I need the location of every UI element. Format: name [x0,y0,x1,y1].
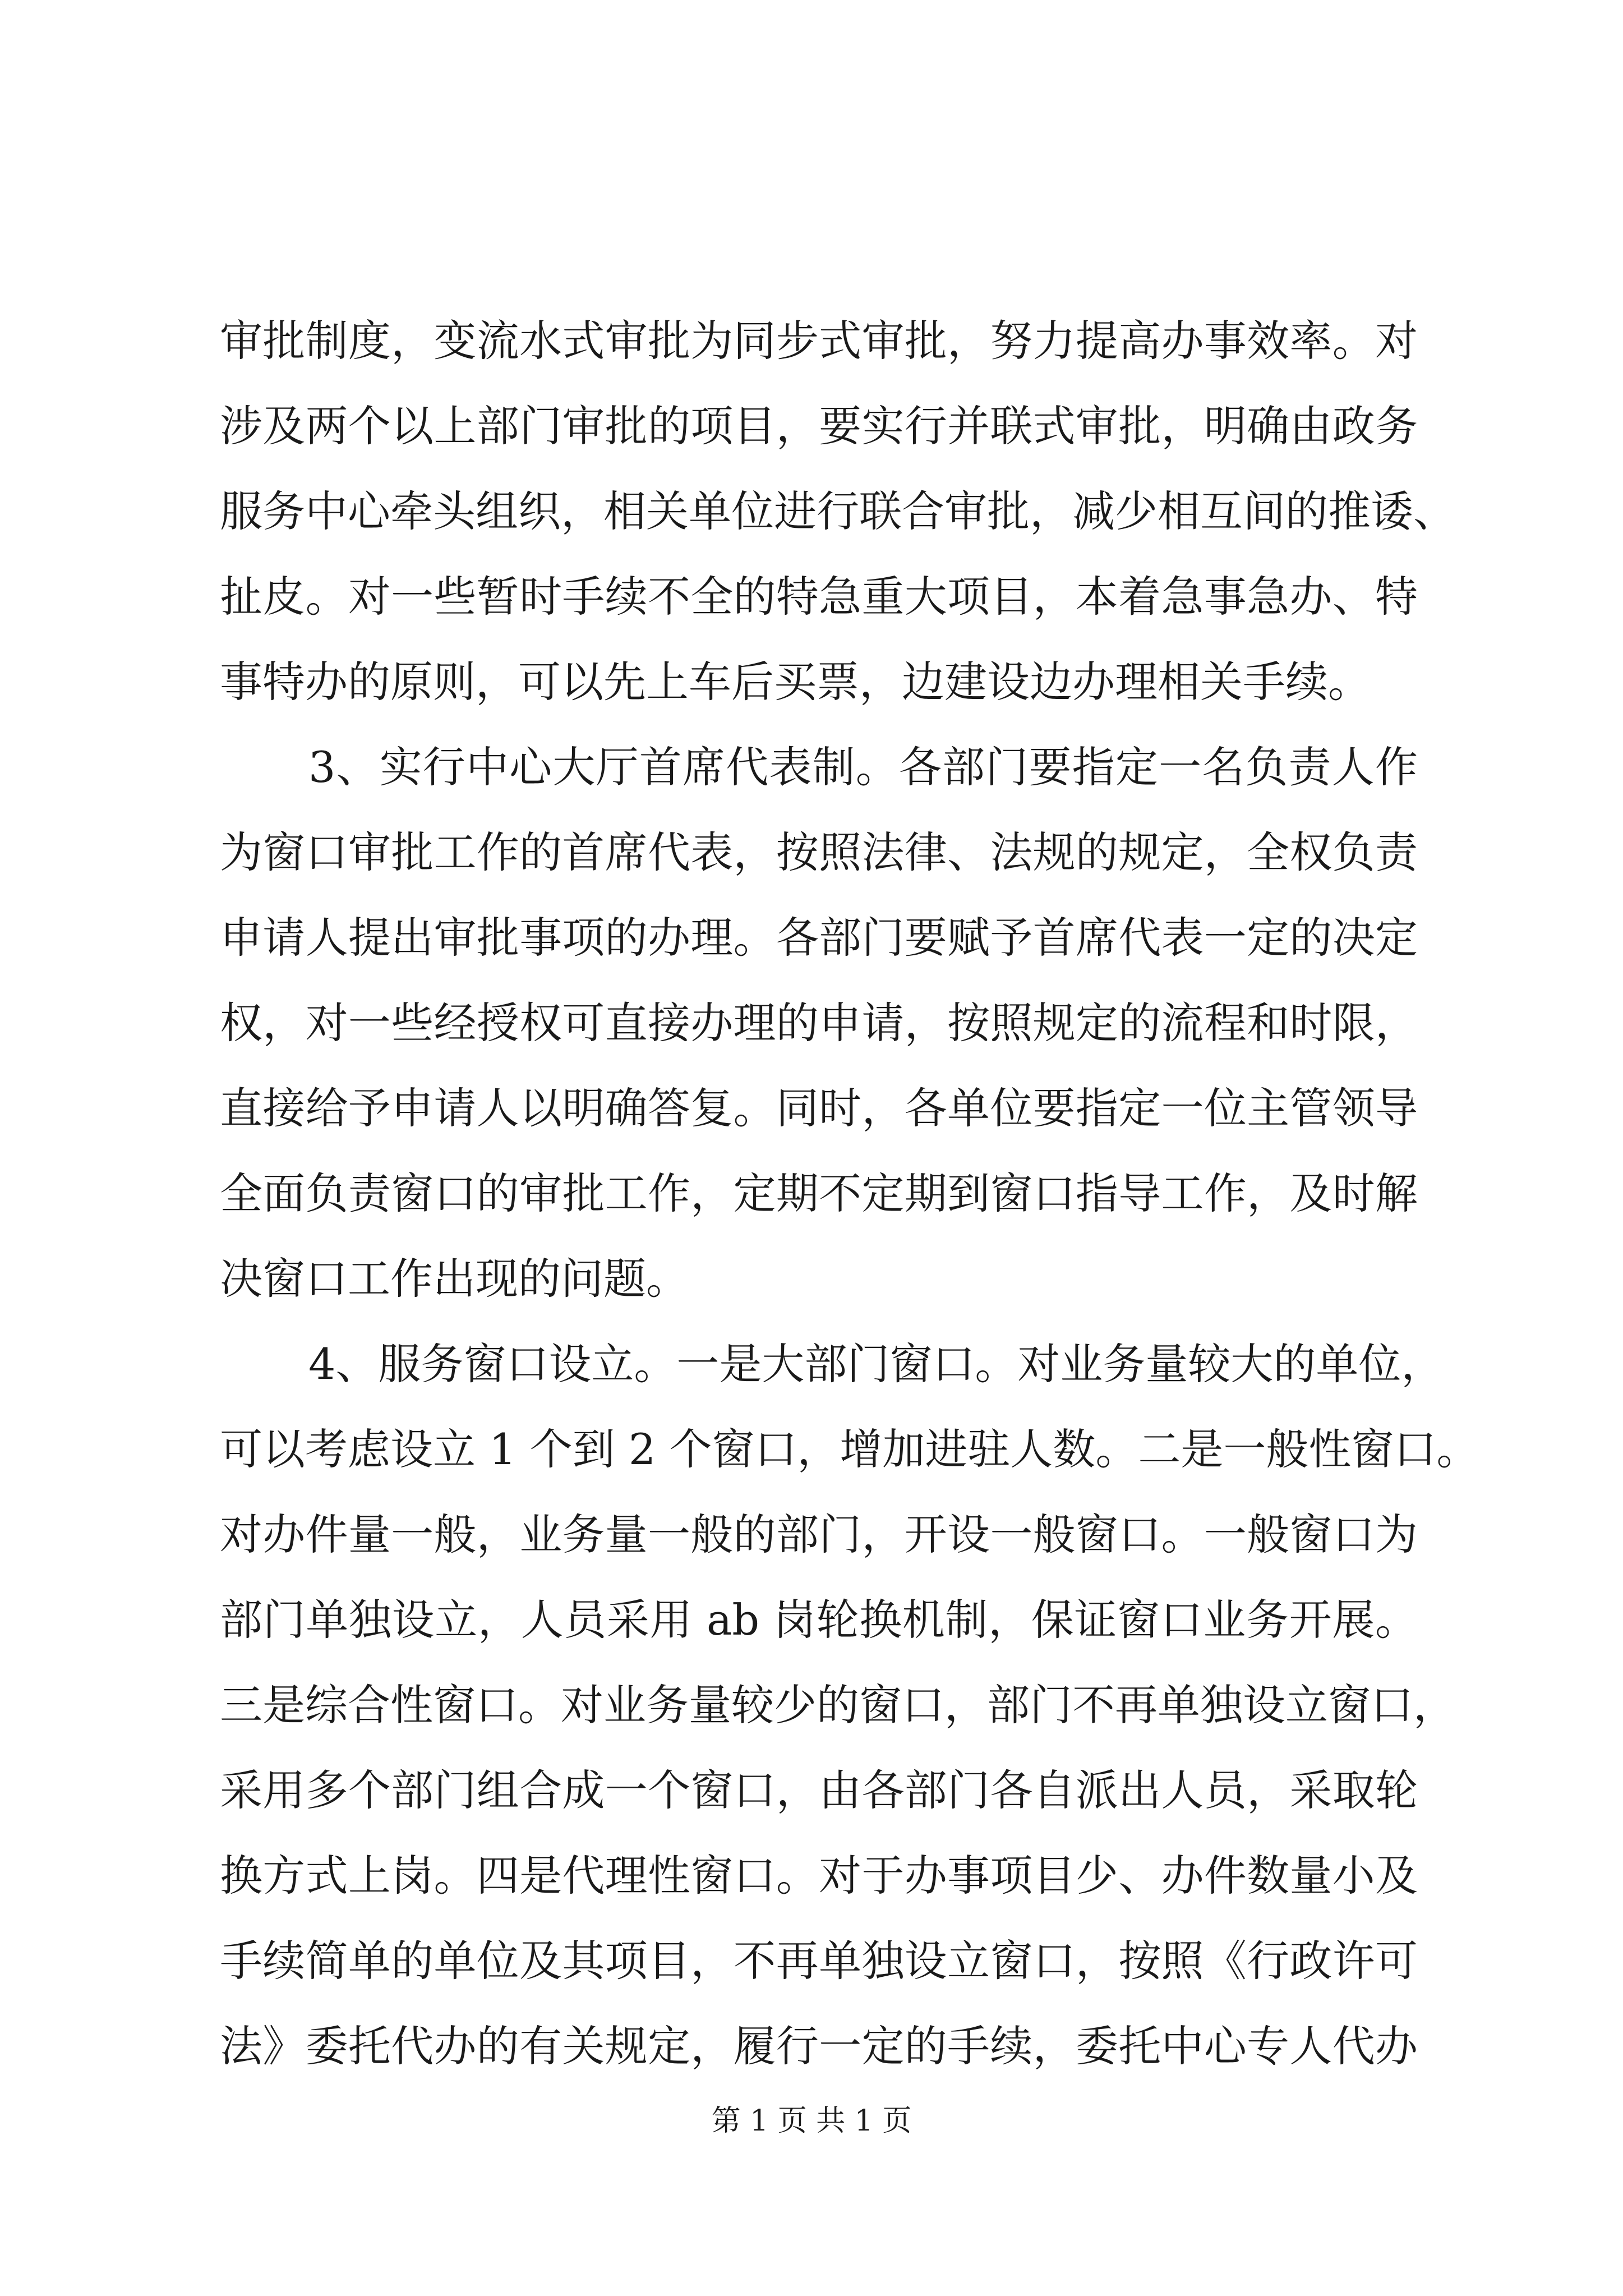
text-line: 涉及两个以上部门审批的项目，要实行并联式审批，明确由政务 [220,401,1418,451]
text-line: 法》委托代办的有关规定，履行一定的手续，委托中心专人代办 [220,2021,1418,2071]
text-line: 对办件量一般，业务量一般的部门，开设一般窗口。一般窗口为 [220,1510,1418,1559]
page-footer: 第 1 页 共 1 页 [711,2104,912,2138]
text-line: 全面负责窗口的审批工作，定期不定期到窗口指导工作，及时解 [220,1168,1418,1218]
text-line: 决窗口工作出现的问题。 [220,1254,689,1304]
text-line: 直接给予申请人以明确答复。同时，各单位要指定一位主管领导 [220,1083,1418,1133]
text-line: 权，对一些经授权可直接办理的申请，按照规定的流程和时限， [220,998,1418,1048]
text-line: 换方式上岗。四是代理性窗口。对于办事项目少、办件数量小及 [220,1851,1418,1901]
text-line: 服务中心牵头组织，相关单位进行联合审批，减少相互间的推诿、 [220,486,1456,536]
text-line: 部门单独设立，人员采用 ab 岗轮换机制，保证窗口业务开展。 [220,1595,1418,1645]
text-line: 扯皮。对一些暂时手续不全的特急重大项目，本着急事急办、特 [220,572,1418,622]
text-line: 为窗口审批工作的首席代表，按照法律、法规的规定，全权负责 [220,827,1418,877]
text-line: 审批制度，变流水式审批为同步式审批，努力提高办事效率。对 [220,316,1418,366]
text-line: 事特办的原则，可以先上车后买票，边建设边办理相关手续。 [220,657,1371,707]
paragraph-first-line: 3、实行中心大厅首席代表制。各部门要指定一名负责人作 [308,742,1418,792]
text-line: 采用多个部门组合成一个窗口，由各部门各自派出人员，采取轮 [220,1765,1418,1815]
body-text [220,298,1479,2089]
text-line: 申请人提出审批事项的办理。各部门要赋予首席代表一定的决定 [220,913,1418,963]
text-line: 可以考虑设立 1 个到 2 个窗口，增加进驻人数。二是一般性窗口。 [220,1424,1479,1474]
paragraph-first-line: 4、服务窗口设立。一是大部门窗口。对业务量较大的单位， [308,1339,1444,1389]
text-line: 三是综合性窗口。对业务量较少的窗口，部门不再单独设立窗口， [220,1680,1456,1730]
text-line: 手续简单的单位及其项目，不再单独设立窗口，按照《行政许可 [220,1936,1418,1986]
